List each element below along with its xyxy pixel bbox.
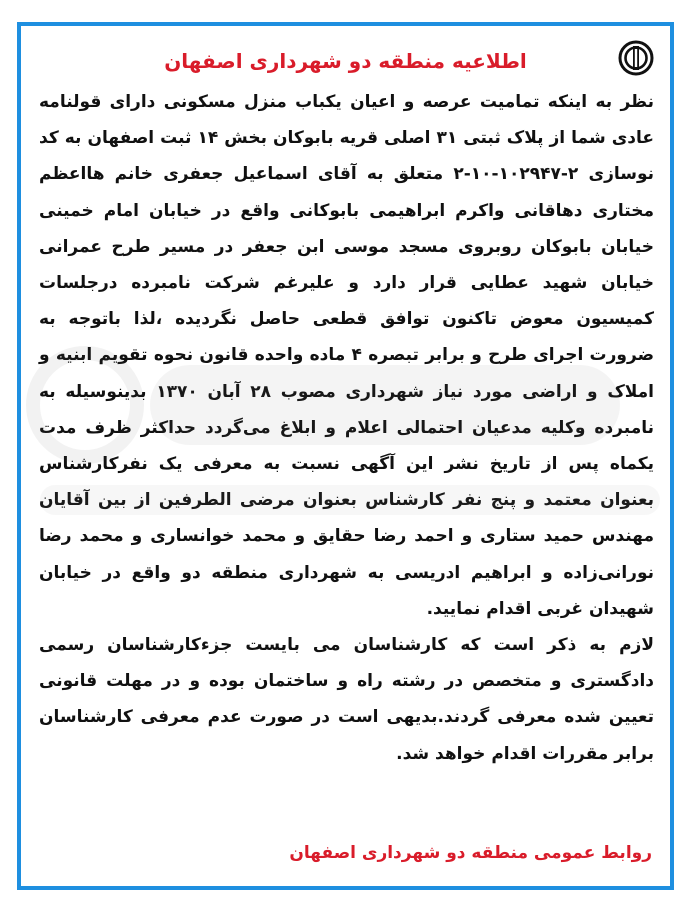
notice-frame: [17, 22, 674, 890]
notice-paragraph-main: نظر به اینکه تمامیت عرصه و اعیان یکباب منزل مسکونی دارای قولنامه عادی شما از پلاک ثبتی ۳۱ اصلی قریه بابوکان بخش ۱۴ ثبت اصفهان به کد نوسازی ۲-۱۰۲۹۴۷-۱۰-۲ متعلق به آقای اسماعیل جعفری خانم هااعظم مختاری دهاقانی واکرم ابراهیمی بابوکانی واقع در خیابان امام خمینی خیابان بابوکان روبروی مسجد موسی ابن جعفر در مسیر طرح عمرانی خیابان شهید عطایی قرار دارد و علیرغم شرکت نامبرده درجلسات کمیسیون معوض تاکنون توافق قطعی حاصل نگردیده ،لذا باتوجه به ضرورت اجرای طرح و برابر تبصره ۴ ماده واحده قانون نحوه تقویم ابنیه و املاک و اراضی مورد نیاز شهرداری مصوب ۲۸ آبان ۱۳۷۰ بدینوسیله به نامبرده وکلیه مدعیان احتمالی اعلام و ابلاغ می‌گردد حداکثر ظرف مدت یکماه پس از تاریخ نشر این آگهی نسبت به معرفی یک نفرکارشناس بعنوان معتمد و پنج نفر کارشناس بعنوان مرضی الطرفین از بین آقایان مهندس حمید ستاری و احمد رضا حقایق و محمد خوانساری و محمد رضا نورانی‌زاده و ابراهیم ادریسی به شهرداری منطقه دو واقع در خیابان شهیدان غربی اقدام نمایید.: [39, 92, 655, 619]
notice-footer: روابط عمومی منطقه دو شهرداری اصفهان: [289, 843, 652, 863]
notice-body: [39, 84, 654, 772]
notice-title: اطلاعیه منطقه دو شهرداری اصفهان: [164, 49, 527, 73]
notice-paragraph-note: لازم به ذکر است که کارشناسان می بایست جزءکارشناسان رسمی دادگستری و متخصص در رشته راه و ساختمان بوده و در مهلت قانونی تعیین شده معرفی گردند.بدیهی است در صورت عدم معرفی کارشناسان برابر مقررات اقدام خواهد شد.: [39, 635, 654, 764]
